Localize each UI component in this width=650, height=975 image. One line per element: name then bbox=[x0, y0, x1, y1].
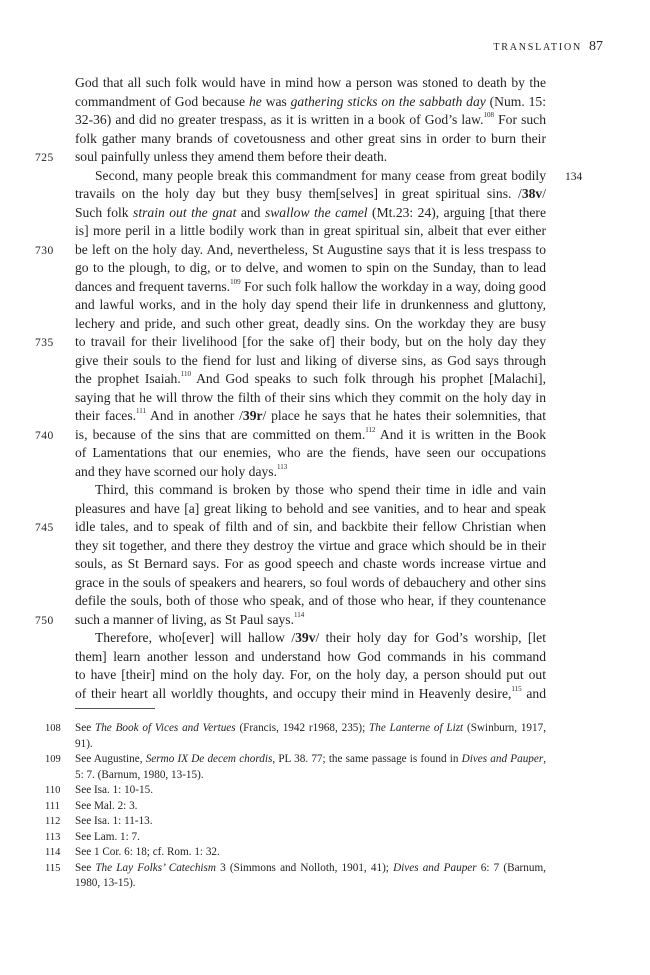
text-line bbox=[75, 278, 546, 297]
footnote-rule bbox=[75, 708, 155, 709]
text-line-content: is, because of the sins that are committed on them.$^{112}$ And it is written in the Book bbox=[75, 425, 546, 442]
footnote-text: See Isa. 1: 11-13. bbox=[75, 815, 153, 827]
footnote bbox=[45, 752, 546, 783]
footnote-text: See The Lay Folks’ Catechism 3 (Simmons and Nolloth, 1901, 41); Dives and Pauper 6: 7 (Barnum, 1980, 13-15). bbox=[75, 861, 546, 889]
text-line-content: lechery and pride, and such other great, deadly sins. On the workday they are busy bbox=[75, 315, 546, 331]
footnote-text: See Lam. 1: 7. bbox=[75, 830, 140, 843]
footnote-number: 114 bbox=[45, 847, 61, 858]
text-line bbox=[75, 185, 546, 204]
footnote-text: See 1 Cor. 6: 18; cf. Rom. 1: 32. bbox=[75, 846, 220, 858]
text-line-content: their faces.$^{111}$ And in another /39r/ place he says that he hates their solemnities, that bbox=[75, 407, 546, 423]
footnote-number: 112 bbox=[45, 816, 61, 827]
footnote-number: 115 bbox=[45, 862, 61, 874]
text-line bbox=[75, 315, 546, 334]
text-line bbox=[75, 666, 546, 685]
line-number: 735 bbox=[35, 337, 54, 349]
text-line bbox=[35, 241, 546, 260]
text-line bbox=[75, 444, 546, 463]
text-line bbox=[75, 500, 546, 519]
text-line bbox=[75, 481, 546, 500]
text-line-content: of their heart all worldly thoughts, and occupy their mind in Heavenly desire,$^{115}$ and bbox=[75, 684, 546, 701]
text-line bbox=[75, 222, 546, 241]
footnote bbox=[45, 830, 546, 846]
line-number: 725 bbox=[35, 152, 54, 164]
text-line-content: go to the plough, to dig, or to delve, and women to spin on the Sunday, than to lead bbox=[75, 260, 546, 275]
footnote-number: 109 bbox=[45, 754, 61, 765]
text-line bbox=[75, 592, 546, 611]
footnote bbox=[45, 783, 546, 799]
footnote bbox=[45, 845, 546, 861]
text-line-content: them] learn another lesson and understand how God commands in his command bbox=[75, 648, 546, 664]
running-head: TRANSLATION bbox=[493, 42, 582, 53]
text-line-content: soul painfully unless they amend them before their death. bbox=[75, 149, 388, 164]
footnote-number: 113 bbox=[45, 831, 61, 843]
text-line bbox=[75, 574, 546, 593]
text-line bbox=[75, 537, 546, 556]
text-line bbox=[75, 93, 546, 112]
text-line-content: Therefore, who[ever] will hallow /39v/ their holy day for God’s worship, [let bbox=[95, 630, 546, 645]
text-line bbox=[75, 407, 546, 426]
text-line-content: idle tales, and to speak of filth and of sin, and backbite their fellow Christian when bbox=[75, 519, 546, 534]
text-line-content: they sit together, and there they destroy the virtue and grace which should be in their bbox=[75, 537, 546, 553]
text-line bbox=[35, 148, 546, 167]
text-line bbox=[75, 370, 546, 389]
text-line bbox=[75, 130, 546, 149]
body-text bbox=[35, 74, 583, 703]
text-line-content: commandment of God because he was gathering sticks on the sabbath day (Num. 15: bbox=[75, 93, 546, 109]
text-line-content: saying that he will throw the filth of their sins which they commit on the holy day in bbox=[75, 389, 546, 405]
text-line-content: is] more peril in a little bodily work than in great spiritual sin, albeit that ever either bbox=[75, 223, 546, 238]
page-number: 87 bbox=[589, 39, 603, 54]
text-line bbox=[35, 425, 546, 445]
text-line bbox=[75, 352, 546, 371]
text-line bbox=[75, 555, 546, 574]
text-line bbox=[75, 259, 546, 278]
text-line-content: give their souls to the fiend for lust and liking of diverse sins, as God says through bbox=[75, 352, 546, 368]
text-line bbox=[75, 685, 546, 704]
text-line-content: and they have scorned our holy days.$^{113}$ bbox=[75, 462, 288, 479]
footnote-text: See Mal. 2: 3. bbox=[75, 799, 138, 812]
text-line-content: and lawful works, and in the holy day spend their life in drunkenness and gluttony, bbox=[75, 297, 546, 312]
text-line-content: folk gather many brands of covetousness and other great sins in order to burn their bbox=[75, 130, 546, 146]
text-line-content: dances and frequent taverns.$^{109}$ For such folk hallow the workday in a way, doing good bbox=[75, 277, 546, 294]
text-line-content: to have [their] mind on the holy day. For, on the holy day, a person should put out bbox=[75, 667, 546, 682]
text-line bbox=[75, 111, 546, 130]
text-line-content: Third, this command is broken by those who spend their time in idle and vain bbox=[95, 482, 546, 497]
text-line bbox=[35, 610, 546, 630]
text-line bbox=[75, 296, 546, 315]
text-line-content: be left on the holy day. And, nevertheless, St Augustine says that it is less trespass to bbox=[75, 241, 546, 257]
text-line-content: defile the souls, both of those who speak, and of those who hear, if they countenance bbox=[75, 593, 546, 608]
text-line bbox=[35, 518, 546, 537]
text-line-content: God that all such folk would have in mind how a person was stoned to death by the bbox=[75, 75, 546, 90]
footnote-number: 110 bbox=[45, 785, 61, 796]
footnote-text: See The Book of Vices and Vertues (Francis, 1942 r1968, 235); The Lanterne of Lizt (Swinburn, 1917, 91). bbox=[75, 722, 546, 750]
text-line-content: 32-36) and did no greater trespass, as it is written in a book of God’s law.$^{108}$ For such bbox=[75, 111, 546, 127]
text-line-content: Such folk strain out the gnat and swallow the camel (Mt.23: 24), arguing [that there bbox=[75, 204, 546, 220]
footnote bbox=[45, 861, 546, 892]
footnote-number: 111 bbox=[45, 800, 60, 812]
footnote bbox=[45, 814, 546, 830]
text-line-content: souls, as St Bernard says. For as good speech and chaste words increase virtue and bbox=[75, 556, 546, 571]
text-line-content: the prophet Isaiah.$^{110}$ And God speaks to such folk through his prophet [Malachi], bbox=[75, 370, 546, 386]
text-line bbox=[75, 74, 546, 93]
line-number: 745 bbox=[35, 522, 54, 534]
line-number: 750 bbox=[35, 614, 54, 627]
footnote-text: See Augustine, Sermo IX De decem chordis, PL 38. 77; the same passage is found in Dives and Pauper, 5: 7. (Barnum, 1980, 13-15). bbox=[75, 753, 546, 781]
text-line-content: grace in the souls of speakers and hearers, so foul words of debauchery and other sins bbox=[75, 574, 546, 590]
text-line-content: pleasures and have [a] great liking to behold and see vanities, and to hear and speak bbox=[75, 500, 546, 516]
footnote-number: 108 bbox=[45, 723, 61, 734]
text-line bbox=[75, 204, 546, 223]
footnotes bbox=[45, 721, 546, 892]
footnote bbox=[45, 721, 546, 752]
text-line bbox=[35, 333, 546, 352]
text-line-content: Second, many people break this commandment for many cease from great bodily bbox=[95, 167, 546, 183]
text-line-content: to travail for their livelihood [for the sake of] their body, but on the holy day they bbox=[75, 334, 546, 349]
line-number: 730 bbox=[35, 244, 54, 257]
text-line-content: travails on the holy day but they busy them[selves] in great spiritual sins. /38v/ bbox=[75, 186, 546, 201]
text-line bbox=[75, 629, 546, 648]
footnote bbox=[45, 799, 546, 815]
text-line bbox=[75, 463, 546, 482]
margin-reference-number: 134 bbox=[565, 170, 583, 183]
text-line bbox=[75, 167, 583, 186]
text-line bbox=[75, 648, 546, 667]
text-line-content: of Lamentations that our enemies, who are the fiends, have seen our occupations bbox=[75, 445, 546, 460]
text-line bbox=[75, 389, 546, 408]
footnote-text: See Isa. 1: 10-15. bbox=[75, 784, 153, 796]
line-number: 740 bbox=[35, 429, 54, 442]
text-line-content: such a manner of living, as St Paul says.$^{114}$ bbox=[75, 610, 305, 627]
